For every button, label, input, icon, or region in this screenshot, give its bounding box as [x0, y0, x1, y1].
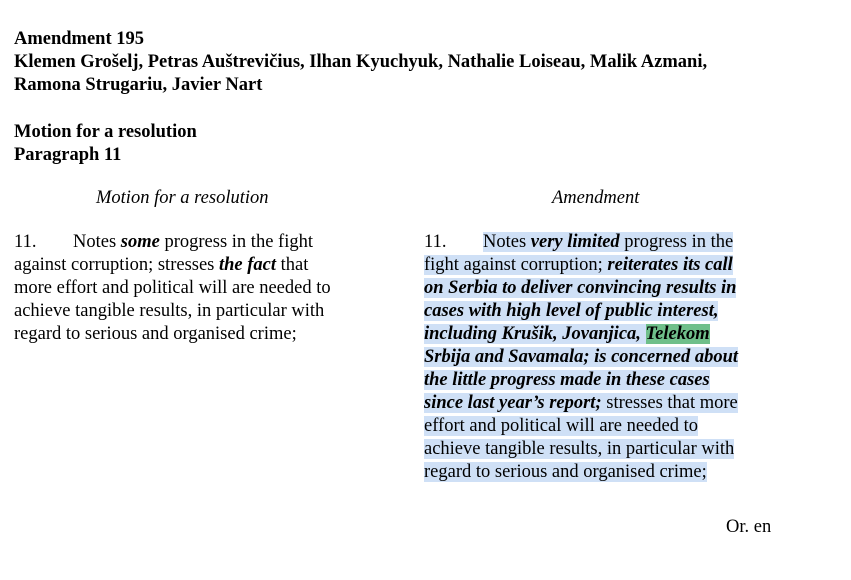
section-title: Motion for a resolution [14, 122, 197, 142]
left-l1a: Notes [73, 232, 121, 252]
right-line-6 [424, 346, 784, 369]
right-l2a: fight against corruption; [424, 255, 608, 275]
right-line-8 [424, 392, 784, 415]
left-l2b: the fact [219, 255, 277, 275]
right-l8b: stresses that more [601, 393, 738, 413]
right-l1b: very limited [530, 232, 620, 252]
left-line-2 [14, 254, 374, 277]
left-column-text [14, 231, 374, 346]
right-line-5 [424, 323, 784, 346]
right-l11: regard to serious and organised crime; [424, 462, 707, 482]
left-column-heading: Motion for a resolution [96, 188, 269, 208]
amendment-number: Amendment 195 [14, 29, 145, 49]
right-l6: Srbija and Savamala; is concerned about [424, 347, 739, 367]
right-line-10 [424, 438, 784, 461]
right-l1c: progress in the [619, 232, 734, 252]
right-l4: cases with high level of public interest, [424, 301, 719, 321]
right-l8a: since last year’s report; [424, 393, 602, 413]
right-l10: achieve tangible results, in particular with [424, 439, 735, 459]
left-line-1 [14, 231, 374, 254]
original-language: Or. en [726, 517, 772, 537]
left-line-5: regard to serious and organised crime; [14, 324, 297, 344]
right-line-7 [424, 369, 784, 392]
right-l2b: reiterates its call [607, 255, 733, 275]
right-l9: effort and political will are needed to [424, 416, 698, 436]
right-column-text [424, 231, 784, 484]
search-match-highlight: Telekom [645, 324, 710, 344]
right-column-heading: Amendment [552, 188, 640, 208]
right-line-3 [424, 277, 784, 300]
right-l1a: Notes [483, 232, 531, 252]
right-paragraph-number: 11. [424, 232, 447, 252]
left-l1b: some [120, 232, 160, 252]
right-l5a: including Krušik, Jovanjica, [424, 324, 646, 344]
right-l7: the little progress made in these cases [424, 370, 710, 390]
left-paragraph-number: 11. [14, 232, 37, 252]
paragraph-ref: Paragraph 11 [14, 145, 122, 165]
left-l2c: that [276, 255, 309, 275]
right-line-2 [424, 254, 784, 277]
right-line-9 [424, 415, 784, 438]
left-line-3: more effort and political will are needed to [14, 278, 331, 298]
right-line-4 [424, 300, 784, 323]
left-l2a: against corruption; stresses [14, 255, 219, 275]
right-line-11 [424, 461, 784, 484]
right-line-1 [424, 231, 784, 254]
left-line-4: achieve tangible results, in particular with [14, 301, 325, 321]
right-l3: on Serbia to deliver convincing results in [424, 278, 737, 298]
authors-line-2: Ramona Strugariu, Javier Nart [14, 75, 263, 95]
authors-line-1: Klemen Grošelj, Petras Auštrevičius, Ilhan Kyuchyuk, Nathalie Loiseau, Malik Azmani, [14, 52, 708, 72]
left-l1c: progress in the fight [159, 232, 313, 252]
